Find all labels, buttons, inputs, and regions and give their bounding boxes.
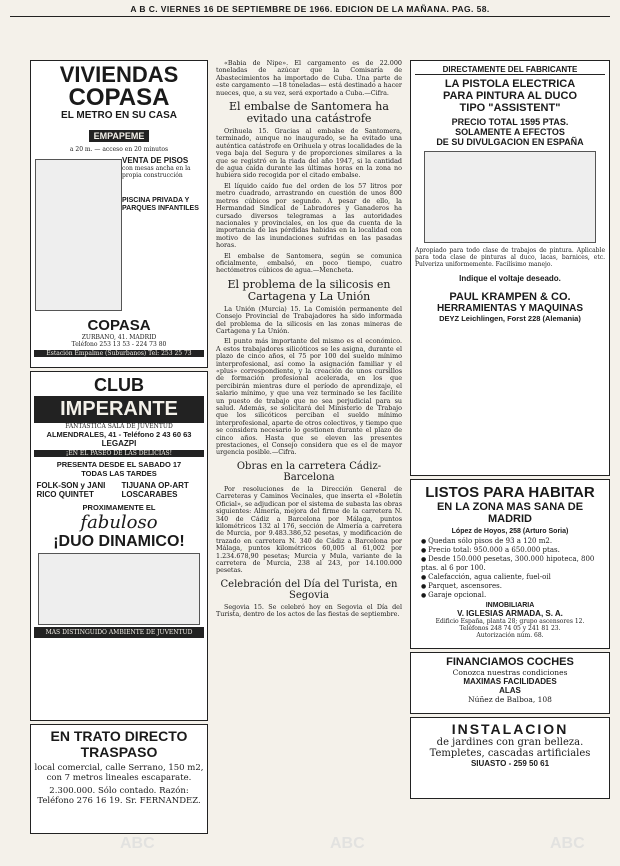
headline-silicosis: El problema de la silicosis en Cartagena y La Unión: [227, 277, 391, 303]
list-item: ● Quedan sólo pisos de 93 a 120 m2.: [421, 537, 605, 546]
list-item: ● Parquet, ascensores.: [421, 582, 605, 591]
pistola-company: PAUL KRAMPEN & CO.: [449, 291, 571, 303]
pistola-line7: DE SU DIVULGACION EN ESPAÑA: [436, 137, 584, 147]
copasa-brand: COPASA: [87, 317, 151, 334]
financiamos-ad: [410, 652, 610, 714]
listos-title: LISTOS PARA HABITAR: [425, 484, 595, 501]
article-silicosis-p2: El punto más importante del mismo es el económico. A estos trabajadores silicóticos se les asigna, durante el plazo de cinco años, el 75 por 100 del sueldo mínimo interprofesional, así como la asignación familiar y el «plus» correspondiente, y la creación de unos cursillos de formación profesional acelerada, en los que percibirán mientras dure el período de aprendizaje, el salario mínimo, y que una vez terminado se les facilite un puesto de trabajo que no sea perjudicial para su salud. Además, se solicitará del Ministerio de Trabajo que los silicóticos perciban el sueldo mínimo interprofesional, aparte de otros colectivos, y tiempo que se considera necesario lo gestionen durante el plazo de cinco años. Hasta que se eleven las presentes prestaciones, el Consejo considera que es el de mayor urgencia posible.—Cifra.: [216, 337, 402, 457]
copasa-line1: VIVIENDAS: [59, 62, 179, 87]
page-header: A B C. VIERNES 16 DE SEPTIEMBRE DE 1966. EDICION DE LA MAÑANA. PAG. 58.: [10, 4, 610, 17]
club-title: CLUB: [94, 375, 144, 395]
club-sub: FANTASTICA SALA DE JUVENTUD: [65, 423, 173, 430]
article-obras: Por resoluciones de la Dirección General de Carreteras y Caminos Vecinales, que inserta el «Boletín Oficial», se adjudican por el sistema de subasta las obras siguientes: Almería, mejora del firme de la carretera N. 340 de Cádiz a Barcelona por Málaga, puntos kilométricos 132 al 176, sección de Almería a carretera de Murcia, por 9.483.386,52 pesetas, y modificación de trazado en carretera N. 340 de Cádiz a Barcelona por Málaga, puntos kilométricos 60,005 al 61,002 por 1.234.678,90 pesetas; Murcia y Mula, variante de la carretera de Murcia, 238 al 243, por 14.100.000 pesetas.: [216, 484, 402, 575]
duo-photo: [38, 553, 200, 625]
club-proximamente: PROXIMAMENTE EL: [82, 503, 156, 512]
article-santomera-p1: Orihuela 15. Gracias al embalse de Santomera, terminado, aunque no inaugurado, se ha evitado una auténtica catástrofe en Orihuela y otras localidades de la vega baja del Segura y de proporciones similares a la que se registró en la riada del año 1947, si la cantidad de agua caída durante las últimas horas en la zona no hubiera sido recogida por el citado embalse.: [216, 127, 402, 180]
pistola-line5: PRECIO TOTAL 1595 PTAS.: [451, 117, 569, 127]
article-silicosis-p1: La Unión (Murcia) 15. La Comisión permanente del Consejo Provincial de Trabajadores ha sido informada del problema de la silicosis en las zonas mineras de Cartagena y La Unión.: [216, 304, 402, 335]
left-column: [30, 60, 208, 834]
copasa-venta-sub: con mesas ancha en la propia construcción: [122, 165, 191, 179]
financiamos-line3: ALAS: [499, 686, 521, 695]
financiamos-title: FINANCIAMOS COCHES: [446, 656, 574, 668]
copasa-footer: Estación Empalme (Suburbanos) Tel: 253 25 73: [34, 350, 204, 357]
club-name: IMPERANTE: [34, 396, 204, 423]
pistola-line6: SOLAMENTE A EFECTOS: [455, 127, 565, 137]
instalacion-line3: SIUASTO - 259 50 61: [470, 759, 550, 768]
copasa-ad: [30, 60, 208, 368]
copasa-badge: EMPAPEME: [89, 130, 150, 142]
club-fabuloso: fabuloso: [80, 512, 158, 533]
listos-loc: López de Hoyos, 258 (Arturo Soria): [451, 528, 569, 535]
listos-title2: EN LA ZONA MAS SANA DE MADRID: [436, 501, 584, 525]
club-act2: TIJUANA OP-ART LOSCARABES: [121, 481, 189, 499]
right-column: [410, 60, 610, 799]
pistola-address: DEYZ Leichlingen, Forst 228 (Alemania): [439, 314, 581, 323]
financiamos-line2: MAXIMAS FACILIDADES: [463, 677, 557, 686]
article-santomera-p2: El líquido caído fue del orden de los 57 litros por metro cuadrado, arrastrando en cuestión de unos 800 metros cúbicos por segundo. A pesar de ello, la Hermandad Sindical de Labradores y Ganaderos ha cursado diversos telegramas a las autoridades nacionales y provinciales, en los que da cuenta de la importancia de las pérdidas habidas en la localidad con motivo de las inundaciones sufridas en las pasadas horas.: [216, 181, 402, 250]
club-address: ALMENDRALES, 41 - Teléfono 2 43 60 63: [46, 430, 192, 439]
traspaso-title2: TRASPASO: [80, 744, 158, 760]
mascot-illustration: [35, 159, 122, 311]
club-tardes: TODAS LAS TARDES: [81, 469, 157, 478]
copasa-piscina: PISCINA PRIVADA Y PARQUES INFANTILES: [122, 197, 199, 212]
headline-santomera: El embalse de Santomera ha evitado una catástrofe: [229, 100, 389, 126]
pistola-ad: [410, 60, 610, 476]
headline-turista: Celebración del Día del Turista, en Segovia: [220, 578, 398, 601]
club-presenta: PRESENTA DESDE EL SABADO 17: [56, 460, 182, 469]
copasa-address: ZURBANO, 41. MADRID: [81, 334, 157, 341]
pistola-line3: PARA PINTURA AL DUCO: [442, 90, 578, 102]
abc-watermark: ABC: [120, 835, 155, 852]
listos-company: V. IGLESIAS ARMADA, S. A.: [457, 609, 563, 618]
traspaso-ad: [30, 724, 208, 834]
listos-tel: Teléfonos 248 74 05 y 241 81 23.: [459, 625, 561, 632]
listos-ad: [410, 479, 610, 649]
pistola-line1: DIRECTAMENTE DEL FABRICANTE: [415, 65, 605, 75]
article-santomera-p3: El embalse de Santomera, según se comunica oficialmente, embalsó, en poco tiempo, cuatro hectómetros cúbicos de agua.—Mencheta.: [216, 251, 402, 275]
instalacion-line2: Templetes, cascadas artificiales: [429, 748, 591, 759]
copasa-phone: Teléfono 253 13 53 - 224 73 80: [71, 341, 167, 348]
list-item: ● Garaje opcional.: [421, 591, 605, 600]
club-paseo: ¡EN EL PASEO DE LAS DELICIAS!: [34, 450, 204, 457]
copasa-note: a 20 m. — acceso en 20 minutos: [69, 146, 169, 153]
pistola-line2: LA PISTOLA ELECTRICA: [444, 78, 576, 90]
traspaso-text: local comercial, calle Serrano, 150 m2, con 7 metros lineales escaparate.: [34, 763, 204, 783]
article-intro: «Babia de Nipe». El cargamento es de 22.000 toneladas de azúcar que la Comisaría de Abastecimientos ha importado de Cuba. Una parte de este cargamento —18 toneladas— está destinado a hacer nueces, que, a su vez, será exportado a Cuba.—Cifra.: [216, 59, 402, 97]
instalacion-ad: [410, 717, 610, 799]
copasa-venta: VENTA DE PISOS: [122, 156, 189, 165]
pistola-company-sub: HERRAMIENTAS Y MAQUINAS: [436, 303, 584, 314]
financiamos-line1: Conozca nuestras condiciones: [452, 668, 568, 677]
financiamos-line4: Núñez de Balboa, 108: [468, 695, 552, 704]
list-item: ● Precio total: 950.000 a 650.000 ptas.: [421, 546, 605, 555]
club-ambiente: MAS DISTINGUIDO AMBIENTE DE JUVENTUD: [34, 627, 204, 638]
headline-obras: Obras en la carretera Cádiz-Barcelona: [236, 460, 382, 483]
instalacion-line1: de jardines con gran belleza.: [436, 737, 584, 748]
pistola-line4: TIPO "ASSISTENT": [459, 102, 561, 114]
club-ad: [30, 371, 208, 721]
club-duo: ¡DUO DINAMICO!: [53, 533, 185, 550]
list-item: ● Calefacción, agua caliente, fuel-oil: [421, 573, 605, 582]
listos-inmobiliaria: INMOBILIARIA: [485, 602, 535, 609]
traspaso-title: EN TRATO DIRECTO: [50, 728, 188, 744]
abc-watermark: ABC: [550, 835, 585, 852]
pistola-indique: Indique el voltaje deseado.: [459, 274, 561, 283]
copasa-line2: COPASA: [68, 84, 170, 111]
spray-gun-illustration: [424, 151, 596, 243]
listos-edificio: Edificio España, planta 28; grupo ascensores 12.: [435, 618, 585, 625]
abc-watermark: ABC: [330, 835, 365, 852]
traspaso-price: 2.300.000. Sólo contado. Razón: Teléfono 276 16 19. Sr. FERNANDEZ.: [37, 786, 201, 806]
instalacion-title: INSTALACION: [451, 721, 569, 737]
middle-column: [216, 60, 402, 622]
club-act1: FOLK-SON y JANI RICO QUINTET: [36, 481, 106, 499]
copasa-line3: EL METRO EN SU CASA: [61, 110, 177, 121]
list-item: ● Desde 150.000 pesetas, 300.000 hipoteca, 800 ptas. al 6 por 100.: [421, 555, 605, 573]
article-turista: Segovia 15. Se celebró hoy en Segovia el Día del Turista, dentro de los actos de las fiestas de septiembre.: [216, 602, 402, 619]
pistola-desc: Apropiado para todo clase de trabajos de pintura. Aplicable para toda clase de pinturas al duco, lacas, barnices, etc. Pulveriza uniformemente. Facilísimo manejo.: [415, 247, 605, 268]
club-city: LEGAZPI: [101, 439, 137, 448]
listos-autorizacion: Autorización núm. 68.: [476, 632, 544, 639]
listos-bullets: [415, 537, 605, 600]
